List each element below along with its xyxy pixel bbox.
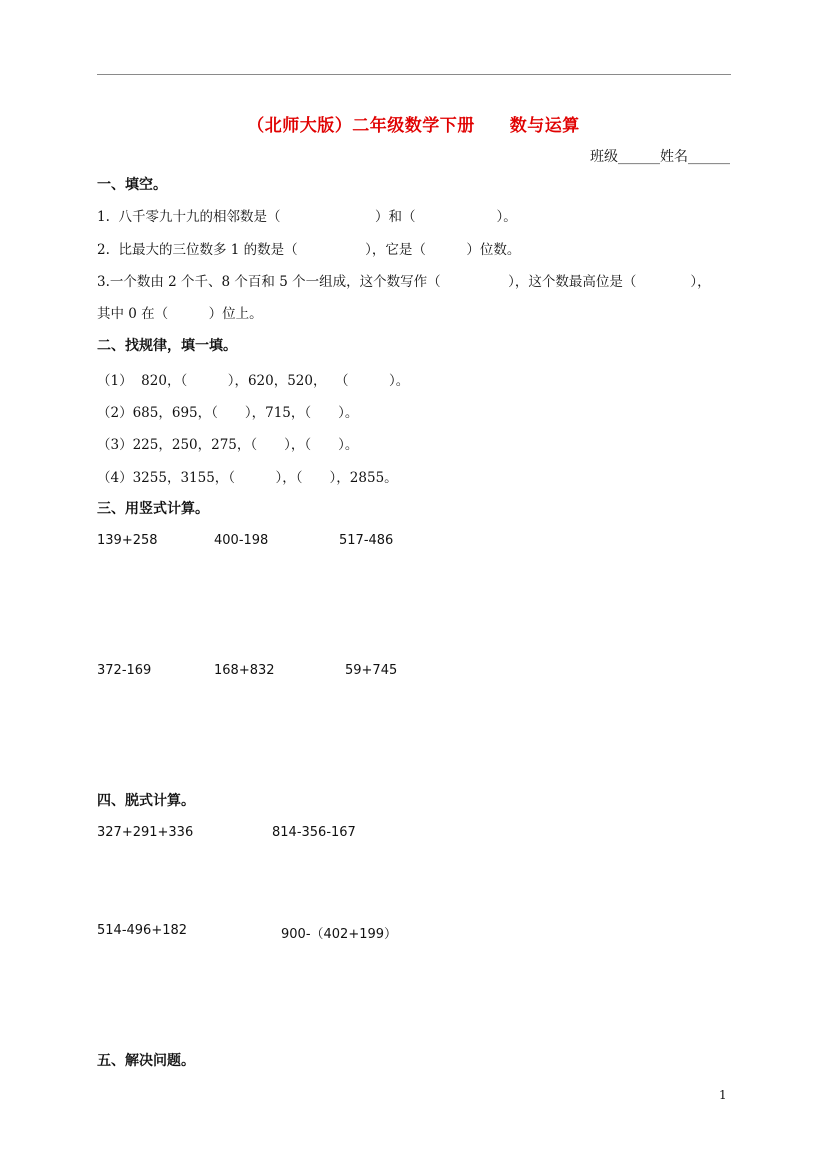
question-1-2: 2. 比最大的三位数多 1 的数是（ ），它是（ ）位数。 [97,242,521,258]
section-4-heading: 四、脱式计算。 [97,793,195,809]
vertical-calc-item: 400-198 [214,533,269,548]
step-calc-item: 514-496+182 [97,923,188,938]
question-1-3-line2: 其中 0 在（ ）位上。 [97,306,263,322]
vertical-calc-item: 168+832 [214,663,275,678]
step-calc-item: 327+291+336 [97,825,194,840]
vertical-calc-item: 139+258 [97,533,158,548]
pattern-row-1: （1） 820，（ ），620，520， （ ）。 [97,373,410,389]
pattern-row-2: （2）685，695，（ ），715，（ ）。 [97,405,359,421]
section-5-heading: 五、解决问题。 [97,1053,195,1069]
question-1-3-line1: 3.一个数由 2 个千、8 个百和 5 个一组成，这个数写作（ ），这个数最高位是（ ）， [97,274,711,290]
step-calc-item: 814-356-167 [272,825,356,840]
section-2-heading: 二、找规律，填一填。 [97,338,237,354]
section-1-heading: 一、填空。 [97,177,167,193]
vertical-calc-item: 59+745 [345,663,398,678]
header-rule [97,74,731,75]
step-calc-item: 900-（402+199） [281,927,398,942]
pattern-row-4: （4）3255，3155，（ ），（ ），2855。 [97,470,398,486]
vertical-calc-item: 372-169 [97,663,152,678]
pattern-row-3: （3）225，250，275，（ ），（ ）。 [97,437,359,453]
question-1-1: 1. 八千零九十九的相邻数是（ ）和（ ）。 [97,209,517,225]
page-title: （北师大版）二年级数学下册 数与运算 [247,116,580,136]
page-number: 1 [719,1088,727,1102]
section-3-heading: 三、用竖式计算。 [97,501,209,517]
class-name-line: 班级______姓名______ [590,149,730,165]
vertical-calc-item: 517-486 [339,533,394,548]
